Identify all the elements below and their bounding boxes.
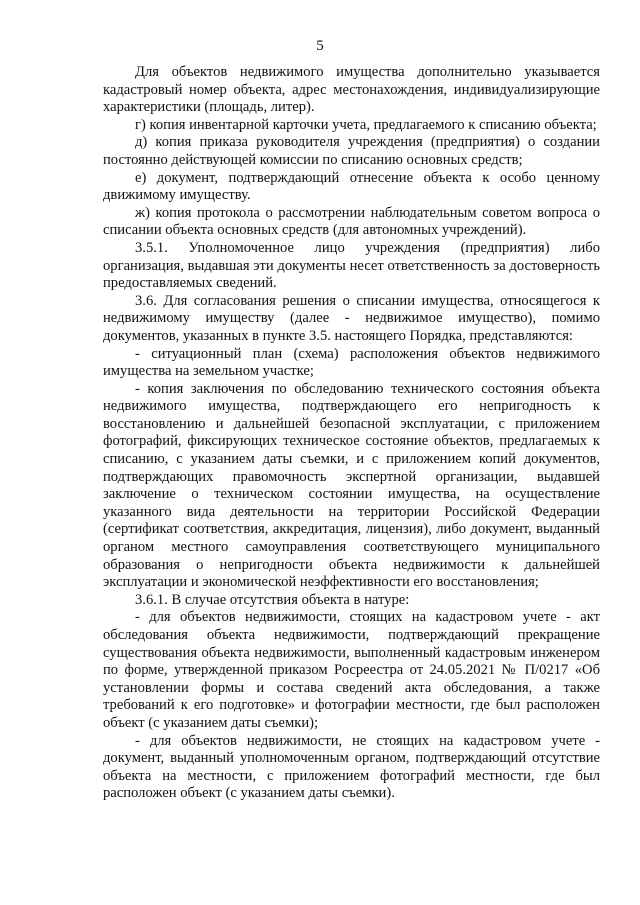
paragraph-registered-objects: - для объектов недвижимости, стоящих на кадастровом учете - акт обследования объекта недвижимости, подтверждающий прекращение существования объекта недвижимости, выполненный кадастровым инженером по форме, утвержденной приказом Росреестра от 24.05.2021 № П/0217 «Об установлении формы и состава сведений акта обследования, а также требований к его подготовке» и фотографии местности, где был расположен объект (с указанием даты съемки); — [103, 609, 600, 731]
paragraph-item-zh: ж) копия протокола о рассмотрении наблюдательным советом вопроса о списании объекта основных средств (для автономных учреждений). — [103, 204, 600, 239]
paragraph-item-d: д) копия приказа руководителя учреждения (предприятия) о создании постоянно действующей комиссии по списанию основных средств; — [103, 134, 600, 168]
paragraph-3-6-1: 3.6.1. В случае отсутствия объекта в натуре: — [135, 591, 410, 608]
paragraph-3-6: 3.6. Для согласования решения о списании имущества, относящегося к недвижимому имуществу (далее - недвижимое имущество), помимо документов, указанных в пункте 3.5. настоящего Порядка, представляются: — [103, 292, 600, 344]
document-body — [103, 64, 600, 803]
paragraph-3-5-1: 3.5.1. Уполномоченное лицо учреждения (предприятия) либо организация, выдавшая эти документы несет ответственность за достоверность предоставляемых сведений. — [103, 239, 600, 292]
paragraph-inspection-conclusion: - копия заключения по обследованию технического состояния объекта недвижимого имущества, подтверждающего его непригодность к восстановлению и дальнейшей безопасной эксплуатации, с приложением фотографий, фиксирующих техническое состояние объектов, предлагаемых к списанию, с указанием даты съемки, и с приложением копий документов, подтверждающих правомочность экспертной организации, выдавшей заключение о техническом состоянии имущества, на осуществление указанного вида деятельности на территории Российской Федерации (сертификат соответствия, аккредитация, лицензия), либо документ, выданный органом местного самоуправления соответствующего муниципального образования о непригодности объекта недвижимости к дальнейшей эксплуатации и экономической неэффективности его восстановления; — [103, 380, 600, 591]
paragraph-real-estate-details: Для объектов недвижимого имущества дополнительно указывается кадастровый номер объекта, адрес местонахождения, индивидуализирующие характеристики (площадь, литер). — [103, 64, 600, 116]
page-number: 5 — [316, 38, 324, 54]
paragraph-item-g: г) копия инвентарной карточки учета, предлагаемого к списанию объекта; — [135, 116, 597, 133]
paragraph-situational-plan: - ситуационный план (схема) расположения объектов недвижимого имущества на земельном участке; — [103, 345, 600, 380]
paragraph-item-e: е) документ, подтверждающий отнесение объекта к особо ценному движимому имуществу. — [103, 169, 600, 204]
paragraph-unregistered-objects: - для объектов недвижимости, не стоящих на кадастровом учете - документ, выданный уполномоченным органом, подтверждающий отсутствие объекта на местности, с приложением фотографий местности, где был расположен объект (с указанием даты съемки). — [103, 732, 600, 802]
